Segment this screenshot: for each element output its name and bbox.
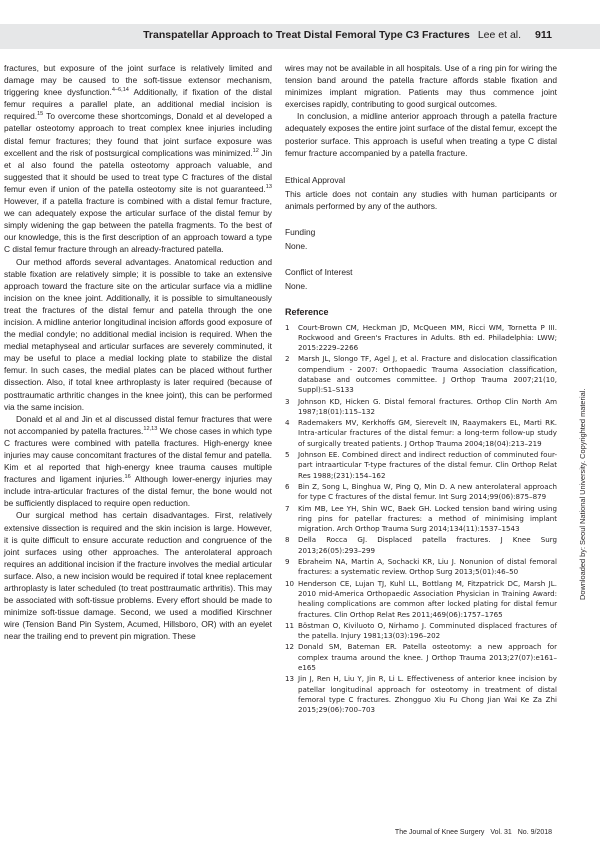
reference-item — [285, 674, 557, 715]
conflict-of-interest — [285, 266, 557, 292]
reference-text: Johnson KD, Hicken G. Distal femoral fractures. Orthop Clin North Am 1987;18(01):115–132 — [298, 396, 557, 416]
reference-number: 10 — [285, 578, 295, 588]
declarations — [285, 174, 557, 293]
reference-text: Ebraheim NA, Martin A, Sochacki KR, Liu J. Nonunion of distal femoral fractures: a systematic review. Orthop Surg 2013;5(01):46–50 — [298, 557, 557, 577]
reference-text: Della Rocca GJ. Displaced patella fractures. J Knee Surg 2013;26(05):293–299 — [298, 535, 557, 555]
left-column — [4, 62, 272, 643]
reference-item — [285, 557, 557, 578]
reference-number: 4 — [285, 418, 290, 428]
page-footer — [391, 829, 552, 836]
paragraph: Our surgical method has certain disadvantages. First, relatively extensive dissection is required and the skin incision is large. However, it is quite difficult to ensure accurate reduction and congruence of the joint surfaces using other approaches. The anterolateral approach requires an additional incision if the fracture involves the medial articular surface. Also, a new incision would be required if total knee replacement arthroplasty is later scheduled (to treat posttraumatic arthritis). This may be associated with soft-tissue problems. Every effort should be made to minimize soft-tissue damage. Second, we used a modified Kirschner wire (Tension Band Pin System, Acumed, Hillsboro, OR) with an eyelet near the trailing end to prevent pin migration. These — [4, 510, 272, 642]
reference-item — [285, 450, 557, 481]
section-title: Ethical Approval — [285, 174, 346, 185]
reference-text: Rademakers MV, Kerkhoffs GM, Sierevelt IN, Raaymakers EL, Marti RK. Intra-articular fractures of the distal femur: a long-term follow-up study of surgically treated patients. J Orthop Trauma 2004;18(04):213–219 — [298, 418, 557, 448]
footer-volume: Vol. 31 — [490, 829, 512, 836]
reference-item — [285, 323, 557, 354]
reference-item — [285, 621, 557, 642]
reference-item — [285, 504, 557, 535]
reference-number: 2 — [285, 354, 290, 364]
reference-item — [285, 535, 557, 556]
reference-text: Henderson CE, Lujan TJ, Kuhl LL, Bottlang M, Fitzpatrick DC, Marsh JL. 2010 mid-America Orthopaedic Association Physician in Training Award: healing complications are common after locked plating for distal femur fractures. Clin Orthop Relat Res 2011;469(06):1757–1765 — [298, 578, 557, 619]
header-authors: Lee et al. — [477, 29, 522, 41]
right-column — [285, 62, 557, 716]
paragraph: wires may not be available in all hospitals. Use of a ring pin for wiring the tension band around the patella fracture affords stable fixation and minimizes implant migration. Patients may thus commence joint exercises rapidly, contributing to good surgical outcomes. — [285, 63, 557, 110]
reference-item — [285, 642, 557, 673]
reference-item — [285, 579, 557, 620]
reference-text: Bin Z, Song L, Binghua W, Ping Q, Min D. A new anterolateral approach for type C fractures of the distal femur. Int Surg 2014;99(06):875–879 — [298, 481, 557, 502]
reference-item — [285, 482, 557, 503]
reference-text: Johnson EE. Combined direct and indirect reduction of comminuted four-part intraarticular T-type fractures of the distal femur. Clin Orthop Relat Res 1988;(231):154–162 — [298, 450, 557, 480]
funding — [285, 226, 557, 252]
download-watermark: Downloaded by: Seoul National University. Copyrighted material. — [578, 388, 587, 600]
reference-item — [285, 397, 557, 418]
reference-item — [285, 354, 557, 395]
running-header — [143, 29, 552, 41]
section-body: This article does not contain any studies with human participants or animals performed by any of the authors. — [285, 188, 557, 211]
reference-number: 9 — [285, 557, 290, 567]
reference-text: Kim MB, Lee YH, Shin WC, Baek GH. Locked tension band wiring using ring pins for patellar fractures: a method of minimising implant migration. Arch Orthop Trauma Surg 2014;134(11):1537–1543 — [298, 503, 557, 534]
footer-issue: No. 9/2018 — [517, 829, 552, 836]
reference-text: Court-Brown CM, Heckman JD, McQueen MM, Ricci WM, Tornetta P III. Rockwood and Green's Fractures in Adults. 8th ed. Philadelphia: LWW; 2015:2229–2266 — [298, 322, 557, 353]
reference-number: 1 — [285, 322, 290, 332]
reference-text: Jin J, Ren H, Liu Y, Jin R, Li L. Effectiveness of anterior knee incision by patellar longitudinal approach for osteotomy in treatment of distal femoral type C fractures. Zhongguo Xiu Fu Chong Jian Wai Ke Za Zhi 2015;29(06):700–703 — [298, 674, 557, 715]
section-title: Funding — [285, 227, 316, 238]
reference-text: Donald SM, Bateman ER. Patella osteotomy: a new approach for complex trauma around the knee. J Orthop Trauma 2013;27(07):e161–e165 — [298, 642, 557, 672]
paragraph: Our method affords several advantages. Anatomical reduction and stable fixation are relatively simple; it is possible to take an extensive approach toward the fracture site on the articular surface via a midline incision on the knee joint. Additionally, it is possible to simultaneously treat the fractures of the distal femur and patella through the one incision. A midline anterior longitudinal incision affords good exposure of the medial condyle; no additional medial incision is required. When the medial metaphyseal and articular surfaces are severely comminuted, it may be useful to place a medial locking plate to stabilize the distal femur. In such cases, the medial plates can be placed without further dissection. Also, if total knee arthroplasty is later required (because of posttraumatic arthritic changes in the knee joint), this can be performed via the same incision. — [4, 256, 272, 412]
ethical-approval — [285, 174, 557, 212]
reference-text: Böstman O, Kiviluoto O, Nirhamo J. Comminuted displaced fractures of the patella. Injury 1981;13(03):196–202 — [298, 620, 557, 641]
section-title: Conflict of Interest — [285, 267, 353, 278]
footer-journal: The Journal of Knee Surgery — [394, 829, 485, 836]
paragraph: Donald et al and Jin et al discussed distal femur fractures that were not accompanied by patella fractures.$^{12,13}$ We chose cases in which type C fractures were combined with patella fractures. High-energy knee injuries may cause concomitant fractures of the distal femur and patella. Kim et al reported that high-energy knee trauma causes multiple fractures and ligament injuries.$^{16}$ Although lower-energy injuries may include intra-articular fractures of the distal femur, the bone would not be sufficiently displaced to require open reduction. — [4, 413, 272, 509]
reference-item — [285, 418, 557, 449]
reference-number: 6 — [285, 481, 290, 491]
reference-number: 13 — [285, 674, 295, 684]
section-body: None. — [285, 241, 308, 252]
reference-number: 8 — [285, 535, 290, 545]
paragraph: In conclusion, a midline anterior approach through a patella fracture adequately exposes the entire joint surface of the distal femur, except the posterior surface. This approach is useful when treating a type C distal femur fracture accompanied by a patella fracture. — [285, 111, 557, 158]
header-title: Transpatellar Approach to Treat Distal Femoral Type C3 Fractures — [143, 29, 470, 41]
references-heading: Reference — [285, 307, 329, 318]
reference-number: 5 — [285, 450, 290, 460]
reference-text: Marsh JL, Slongo TF, Agel J, et al. Fracture and dislocation classification compendium - 2007: Orthopaedic Trauma Association classification, database and outcomes committee. J Orthop Trauma 2007;21(10, Suppl):S1–S133 — [298, 354, 557, 395]
paragraph: fractures, but exposure of the joint surface is relatively limited and damage may be caused to the soft-tissue extensor mechanism, triggering knee dysfunction.$^{4-6,14}$ Additionally, if fixation of the distal femur requires a parallel plate, an additional medial incision is required.$^{15}$ To overcome these shortcomings, Donald et al developed a patellar osteotomy approach to treat complex knee injuries including distal femur fractures; they found that joint surface exposure was excellent and the risk of postsurgical complications was minimized.$^{12}$ Jin et al also found the patella osteotomy approach valuable, and suggested that it should be used to treat type C fractures of the distal femur even if union of the patella osteotomy site is not guaranteed.$^{13}$ However, if a patella fracture is combined with a distal femur fracture, we can adequately expose the articular surface of the distal femur by simply widening the gap between the patella fragments. To the best of our knowledge, this is the first description of an approach toward a type C distal femur fracture through an already-fractured patella. — [4, 63, 272, 255]
reference-number: 12 — [285, 642, 295, 652]
page-number: 911 — [535, 29, 552, 41]
section-body: None. — [285, 281, 308, 292]
reference-list — [285, 323, 557, 716]
reference-number: 7 — [285, 503, 290, 513]
reference-number: 11 — [285, 620, 295, 630]
reference-number: 3 — [285, 396, 290, 406]
